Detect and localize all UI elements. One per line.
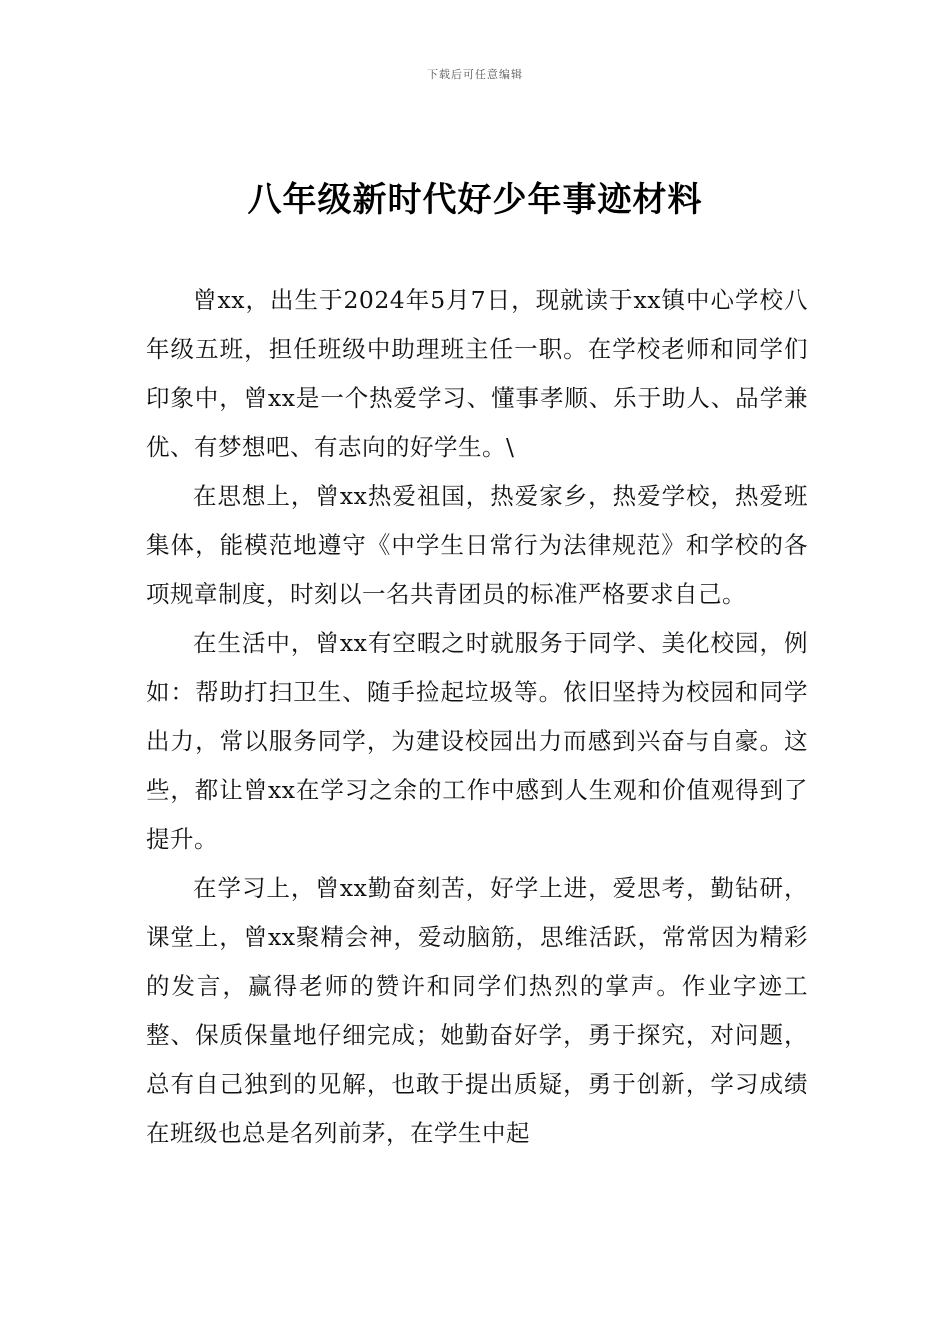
header-note: 下载后可任意编辑 (427, 68, 523, 81)
paragraph-life: 在生活中，曾xx有空暇之时就服务于同学、美化校园，例如：帮助打扫卫生、随手捡起垃圾等。依旧坚持为校园和同学出力，常以服务同学，为建设校园出力而感到兴奋与自豪。这些，都让曾xx在学习之余的工作中感到人生观和价值观得到了提升。 (146, 629, 808, 853)
document-body (146, 276, 808, 1158)
document-title: 八年级新时代好少年事迹材料 (247, 180, 703, 220)
paragraph-intro: 曾xx，出生于2024年5月7日，现就读于xx镇中心学校八年级五班，担任班级中助理班主任一职。在学校老师和同学们印象中，曾xx是一个热爱学习、懂事孝顺、乐于助人、品学兼优、有梦想吧、有志向的好学生。\ (146, 286, 808, 461)
paragraph-thought: 在思想上，曾xx热爱祖国，热爱家乡，热爱学校，热爱班集体，能模范地遵守《中学生日常行为法律规范》和学校的各项规章制度，时刻以一名共青团员的标准严格要求自己。 (146, 482, 808, 608)
paragraph-study: 在学习上，曾xx勤奋刻苦，好学上进，爱思考，勤钻研，课堂上，曾xx聚精会神，爱动脑筋，思维活跃，常常因为精彩的发言，赢得老师的赞许和同学们热烈的掌声。作业字迹工整、保质保量地仔细完成；她勤奋好学，勇于探究，对问题，总有自己独到的见解，也敢于提出质疑，勇于创新，学习成绩在班级也总是名列前茅，在学生中起 (146, 874, 808, 1147)
